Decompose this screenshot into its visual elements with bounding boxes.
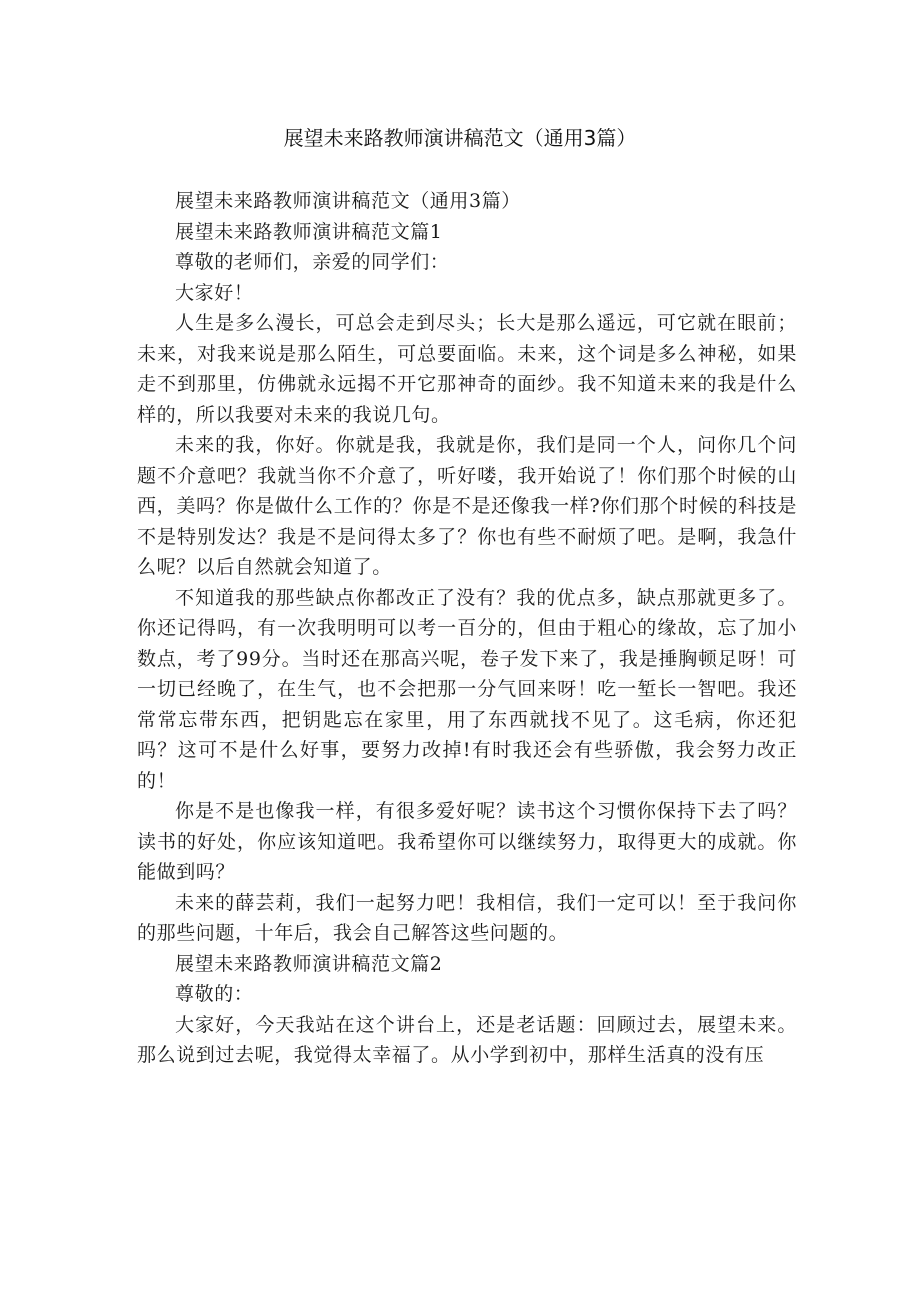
salutation: 尊敬的老师们，亲爱的同学们：: [175, 251, 450, 273]
greeting: 大家好！: [175, 281, 254, 304]
paragraph: 未来的我，你好。你就是我，我就是你，我们是同一个人，问你几个问题不介意吧？我就当你不介意了，听好喽，我开始说了！你们那个时候的山西，美吗？你是做什么工作的？你是不是还像我一样?你们那个时候的科技是不是特别发达？我是不是问得太多了？你也有些不耐烦了吧。是啊，我急什么呢？以后自然就会知道了。: [137, 434, 797, 578]
section-heading-2: 展望未来路教师演讲稿范文篇2: [175, 952, 443, 975]
paragraph: 大家好，今天我站在这个讲台上，还是老话题：回顾过去，展望未来。那么说到过去呢，我觉得太幸福了。从小学到初中，那样生活真的没有压: [137, 1013, 797, 1066]
document-body: [137, 186, 797, 1071]
paragraph: 未来的薛芸莉，我们一起努力吧！我相信，我们一定可以！至于我问你的那些问题，十年后，我会自己解答这些问题的。: [137, 891, 797, 944]
paragraph: 你是不是也像我一样，有很多爱好呢？读书这个习惯你保持下去了吗？读书的好处，你应该知道吧。我希望你可以继续努力，取得更大的成就。你能做到吗？: [137, 800, 797, 883]
salutation: 尊敬的：: [175, 983, 254, 1005]
paragraph: 人生是多么漫长，可总会走到尽头；长大是那么遥远，可它就在眼前；未来，对我来说是那么陌生，可总要面临。未来，这个词是多么神秘，如果走不到那里，仿佛就永远揭不开它那神奇的面纱。我不知道未来的我是什么样的，所以我要对未来的我说几句。: [137, 312, 797, 426]
section-heading-1: 展望未来路教师演讲稿范文篇1: [175, 220, 443, 243]
paragraph: 不知道我的那些缺点你都改正了没有？我的优点多，缺点那就更多了。你还记得吗，有一次我明明可以考一百分的，但由于粗心的缘故，忘了加小数点，考了99分。当时还在那高兴呢，卷子发下来了，我是捶胸顿足呀！可一切已经晚了，在生气，也不会把那一分气回来呀！吃一堑长一智吧。我还常常忘带东西，把钥匙忘在家里，用了东西就找不见了。这毛病，你还犯吗？这可不是什么好事，要努力改掉!有时我还会有些骄傲，我会努力改正的！: [137, 586, 797, 792]
paragraph-subtitle: 展望未来路教师演讲稿范文（通用3篇）: [175, 190, 521, 212]
document-title: 展望未来路教师演讲稿范文（通用3篇）: [283, 126, 637, 150]
